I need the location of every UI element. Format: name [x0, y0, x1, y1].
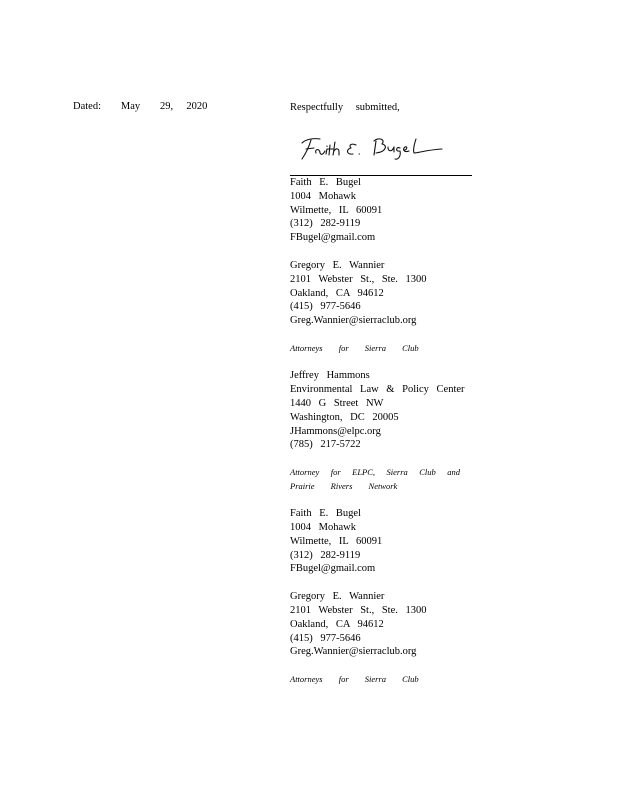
city-state-zip: Wilmette, IL 60091: [290, 535, 383, 547]
email-address: Greg.Wannier@sierraclub.org: [290, 646, 417, 658]
email-address: Greg.Wannier@sierraclub.org: [290, 315, 417, 327]
street-address: 1004 Mohawk: [290, 190, 356, 202]
attorneys-for-sierra-club-2: Attorneys for Sierra Club: [290, 674, 419, 685]
attribution-line-1: Attorney for ELPC, Sierra Club and: [290, 467, 460, 478]
street-address: 1440 G Street NW: [290, 398, 384, 410]
organization-name: Environmental Law & Policy Center: [290, 384, 465, 396]
attorney-name: Faith E. Bugel: [290, 177, 361, 188]
attribution-line-2: Prairie Rivers Network: [290, 480, 398, 491]
email-address: JHammons@elpc.org: [290, 425, 381, 437]
attorney-name: Faith E. Bugel: [290, 508, 361, 520]
attorney-name: Jeffrey Hammons: [290, 370, 370, 382]
address-block-wannier: [290, 259, 590, 328]
address-block-hammons: [290, 369, 590, 452]
street-address: 1004 Mohawk: [290, 522, 356, 534]
respectfully-submitted: Respectfully submitted,: [290, 102, 400, 113]
city-state-zip: Wilmette, IL 60091: [290, 204, 383, 216]
email-address: FBugel@gmail.com: [290, 232, 376, 244]
address-block-bugel-2: [290, 507, 590, 576]
attorney-name: Gregory E. Wannier: [290, 259, 385, 271]
street-address: 2101 Webster St., Ste. 1300: [290, 605, 427, 617]
handwritten-signature: [296, 133, 456, 163]
phone-number: (312) 282-9119: [290, 549, 361, 561]
street-address: 2101 Webster St., Ste. 1300: [290, 273, 427, 285]
phone-number: (415) 977-5646: [290, 632, 361, 644]
attorney-name: Gregory E. Wannier: [290, 591, 385, 603]
city-state-zip: Oakland, CA 94612: [290, 287, 384, 299]
phone-number: (312) 282-9119: [290, 218, 361, 230]
address-block-wannier-2: [290, 590, 590, 659]
signature-column: [290, 101, 590, 687]
email-address: FBugel@gmail.com: [290, 563, 376, 575]
phone-number: (415) 977-5646: [290, 301, 361, 313]
attorney-for-elpc-line: [290, 466, 462, 493]
city-state-zip: Washington, DC 20005: [290, 411, 399, 423]
attorneys-for-sierra-club: Attorneys for Sierra Club: [290, 342, 419, 353]
dated-line: Dated: May 29, 2020: [73, 101, 208, 112]
city-state-zip: Oakland, CA 94612: [290, 618, 384, 630]
address-block-bugel: [290, 176, 590, 245]
phone-number: (785) 217-5722: [290, 439, 361, 451]
